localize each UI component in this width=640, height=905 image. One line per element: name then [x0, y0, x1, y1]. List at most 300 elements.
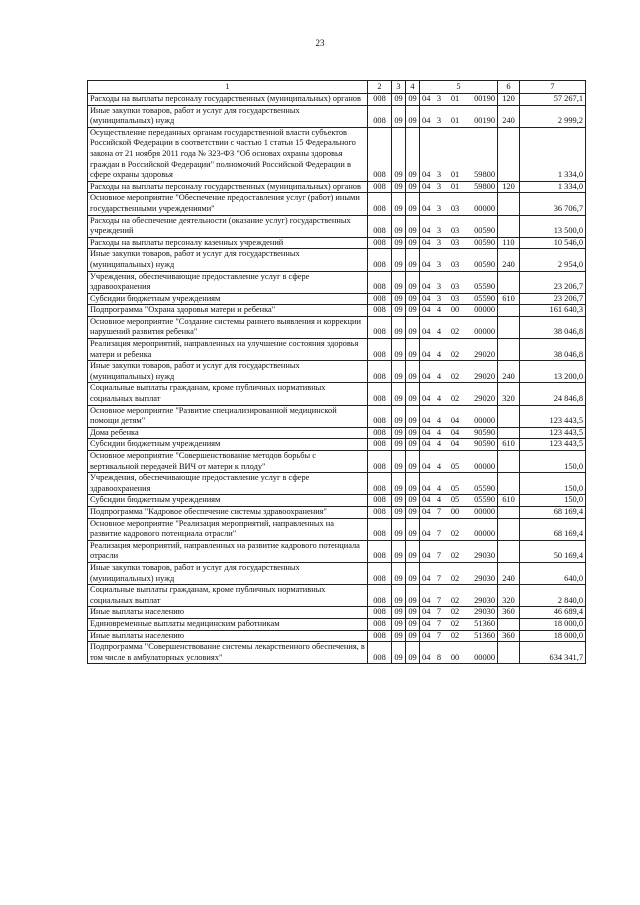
target-article-part: 4 [436, 416, 442, 426]
row-amount: 13 500,0 [520, 215, 586, 237]
table-row [88, 630, 586, 642]
row-expense-type: 110 [498, 237, 520, 249]
row-name: Социальные выплаты гражданам, кроме публичных нормативных социальных выплат [88, 585, 368, 607]
row-amount: 123 443,5 [520, 405, 586, 427]
target-article-parts [422, 529, 495, 540]
target-article-parts [422, 416, 495, 427]
row-ministry-code: 008 [368, 607, 392, 619]
row-name: Иные закупки товаров, работ и услуг для государственных (муниципальных) нужд [88, 105, 368, 127]
table-row [88, 215, 586, 237]
row-target-article [420, 127, 498, 181]
row-ministry-code: 008 [368, 127, 392, 181]
row-amount: 23 206,7 [520, 271, 586, 293]
row-section-code: 09 [392, 293, 406, 305]
target-article-part: 04 [450, 416, 460, 426]
target-article-parts [422, 495, 495, 506]
target-article-part: 03 [450, 203, 460, 213]
row-section-code: 09 [392, 607, 406, 619]
row-section-code: 09 [392, 361, 406, 383]
target-article-part: 59800 [474, 170, 495, 180]
row-subsection-code: 09 [406, 339, 420, 361]
row-name: Расходы на выплаты персоналу казенных учреждений [88, 237, 368, 249]
target-article-part: 04 [422, 94, 431, 103]
row-target-article [420, 94, 498, 106]
row-target-article [420, 249, 498, 271]
target-article-parts [422, 428, 495, 439]
target-article-part: 29020 [474, 371, 495, 381]
row-target-article [420, 439, 498, 451]
row-expense-type [498, 618, 520, 630]
row-section-code: 09 [392, 105, 406, 127]
row-subsection-code: 09 [406, 127, 420, 181]
row-amount: 150,0 [520, 473, 586, 495]
row-name: Реализация мероприятий, направленных на улучшение состояния здоровья матери и ребенка [88, 339, 368, 361]
target-article-part: 04 [450, 439, 460, 449]
target-article-part: 4 [436, 461, 442, 471]
row-ministry-code: 008 [368, 439, 392, 451]
target-article-part: 00590 [474, 237, 495, 247]
target-article-part: 00000 [474, 327, 495, 337]
row-name: Подпрограмма "Кадровое обеспечение системы здравоохранения" [88, 506, 368, 518]
row-expense-type [498, 127, 520, 181]
row-name: Иные выплаты населению [88, 607, 368, 619]
target-article-parts [422, 116, 495, 127]
target-article-parts [422, 94, 495, 105]
row-section-code: 09 [392, 642, 406, 664]
target-article-part: 04 [422, 416, 431, 426]
row-expense-type: 610 [498, 293, 520, 305]
row-name: Иные закупки товаров, работ и услуг для государственных (муниципальных) нужд [88, 361, 368, 383]
row-ministry-code: 008 [368, 271, 392, 293]
target-article-part: 00 [450, 652, 460, 662]
row-section-code: 09 [392, 127, 406, 181]
row-amount: 123 443,5 [520, 439, 586, 451]
row-target-article [420, 506, 498, 518]
target-article-part: 04 [422, 170, 431, 180]
target-article-part: 03 [450, 282, 460, 292]
row-section-code: 09 [392, 271, 406, 293]
target-article-part: 04 [422, 116, 431, 126]
row-ministry-code: 008 [368, 237, 392, 249]
target-article-parts [422, 282, 495, 293]
target-article-part: 02 [450, 618, 460, 628]
target-article-part: 3 [436, 293, 442, 303]
target-article-part: 05590 [474, 282, 495, 292]
table-row [88, 585, 586, 607]
target-article-parts [422, 462, 495, 473]
page-number: 23 [315, 38, 325, 48]
target-article-part: 04 [422, 371, 431, 381]
table-row [88, 607, 586, 619]
row-amount: 24 846,8 [520, 383, 586, 405]
row-amount: 123 443,5 [520, 427, 586, 439]
row-name: Расходы на выплаты персоналу государственных (муниципальных) органов [88, 181, 368, 193]
target-article-part: 00190 [474, 94, 495, 103]
target-article-part: 3 [436, 237, 442, 247]
target-article-part: 04 [422, 506, 431, 516]
target-article-part: 4 [436, 394, 442, 404]
row-amount: 2 840,0 [520, 585, 586, 607]
row-target-article [420, 215, 498, 237]
target-article-parts [422, 653, 495, 664]
row-name: Основное мероприятие "Создание системы раннего выявления и коррекции нарушений развития ребенка" [88, 316, 368, 338]
row-subsection-code: 09 [406, 518, 420, 540]
row-subsection-code: 09 [406, 473, 420, 495]
table-row [88, 427, 586, 439]
target-article-part: 01 [450, 170, 460, 180]
target-article-part: 8 [436, 652, 442, 662]
row-expense-type [498, 506, 520, 518]
target-article-part: 29030 [474, 573, 495, 583]
row-name: Учреждения, обеспечивающие предоставление услуг в сфере здравоохранения [88, 473, 368, 495]
target-article-parts [422, 327, 495, 338]
row-subsection-code: 09 [406, 293, 420, 305]
target-article-part: 00000 [474, 652, 495, 662]
row-section-code: 09 [392, 562, 406, 584]
row-target-article [420, 237, 498, 249]
row-expense-type: 320 [498, 383, 520, 405]
row-subsection-code: 09 [406, 642, 420, 664]
row-expense-type: 360 [498, 607, 520, 619]
table-row [88, 293, 586, 305]
row-ministry-code: 008 [368, 451, 392, 473]
target-article-part: 29020 [474, 394, 495, 404]
row-expense-type: 610 [498, 439, 520, 451]
target-article-parts [422, 226, 495, 237]
target-article-part: 3 [436, 226, 442, 236]
target-article-parts [422, 294, 495, 305]
target-article-part: 04 [422, 551, 431, 561]
row-subsection-code: 09 [406, 249, 420, 271]
target-article-part: 02 [450, 607, 460, 617]
target-article-part: 05590 [474, 495, 495, 505]
target-article-part: 00000 [474, 203, 495, 213]
row-target-article [420, 540, 498, 562]
row-name: Основное мероприятие "Обеспечение предоставления услуг (работ) иными государственными учреждениями" [88, 193, 368, 215]
target-article-part: 7 [436, 506, 442, 516]
target-article-part: 02 [450, 327, 460, 337]
row-expense-type: 120 [498, 94, 520, 106]
row-target-article [420, 105, 498, 127]
target-article-part: 04 [422, 595, 431, 605]
row-expense-type [498, 193, 520, 215]
target-article-part: 29020 [474, 349, 495, 359]
row-amount: 23 206,7 [520, 293, 586, 305]
row-amount: 57 267,1 [520, 94, 586, 106]
target-article-part: 02 [450, 573, 460, 583]
target-article-part: 51360 [474, 630, 495, 640]
target-article-part: 29030 [474, 607, 495, 617]
target-article-parts [422, 596, 495, 607]
row-name: Подпрограмма "Охрана здоровья матери и ребенка" [88, 305, 368, 317]
target-article-part: 02 [450, 529, 460, 539]
row-section-code: 09 [392, 383, 406, 405]
row-expense-type [498, 215, 520, 237]
row-expense-type: 240 [498, 105, 520, 127]
target-article-part: 00590 [474, 226, 495, 236]
row-subsection-code: 09 [406, 237, 420, 249]
target-article-part: 04 [422, 607, 431, 617]
row-expense-type: 320 [498, 585, 520, 607]
row-name: Иные выплаты населению [88, 630, 368, 642]
table-row [88, 405, 586, 427]
row-name: Основное мероприятие "Совершенствование методов борьбы с вертикальной передачей ВИЧ от матери к плоду" [88, 451, 368, 473]
row-expense-type: 120 [498, 181, 520, 193]
target-article-part: 3 [436, 170, 442, 180]
row-target-article [420, 293, 498, 305]
target-article-part: 00000 [474, 461, 495, 471]
row-expense-type [498, 405, 520, 427]
budget-table [87, 80, 586, 664]
row-target-article [420, 361, 498, 383]
row-ministry-code: 008 [368, 495, 392, 507]
table-row [88, 94, 586, 106]
row-name: Дома ребенка [88, 427, 368, 439]
row-name: Социальные выплаты гражданам, кроме публичных нормативных социальных выплат [88, 383, 368, 405]
target-article-parts [422, 484, 495, 495]
table-row [88, 506, 586, 518]
row-target-article [420, 383, 498, 405]
target-article-part: 04 [450, 427, 460, 437]
row-section-code: 09 [392, 237, 406, 249]
target-article-part: 7 [436, 595, 442, 605]
target-article-parts [422, 507, 495, 518]
row-name: Субсидии бюджетным учреждениям [88, 293, 368, 305]
table-row [88, 540, 586, 562]
table-row [88, 451, 586, 473]
row-ministry-code: 008 [368, 405, 392, 427]
row-section-code: 09 [392, 506, 406, 518]
row-amount: 38 046,8 [520, 339, 586, 361]
row-amount: 18 000,0 [520, 618, 586, 630]
row-section-code: 09 [392, 439, 406, 451]
target-article-part: 4 [436, 349, 442, 359]
table-row [88, 618, 586, 630]
row-expense-type [498, 339, 520, 361]
row-amount: 50 169,4 [520, 540, 586, 562]
row-subsection-code: 09 [406, 451, 420, 473]
row-ministry-code: 008 [368, 506, 392, 518]
row-ministry-code: 008 [368, 630, 392, 642]
row-target-article [420, 316, 498, 338]
table-row [88, 237, 586, 249]
target-article-part: 3 [436, 116, 442, 126]
header-col-2: 2 [368, 81, 392, 94]
row-amount: 150,0 [520, 451, 586, 473]
row-target-article [420, 193, 498, 215]
row-expense-type [498, 427, 520, 439]
table-row [88, 361, 586, 383]
target-article-part: 90590 [474, 427, 495, 437]
target-article-part: 04 [422, 427, 431, 437]
row-section-code: 09 [392, 94, 406, 106]
row-name: Единовременные выплаты медицинским работникам [88, 618, 368, 630]
row-ministry-code: 008 [368, 305, 392, 317]
row-amount: 36 706,7 [520, 193, 586, 215]
target-article-part: 05 [450, 495, 460, 505]
table-row [88, 271, 586, 293]
target-article-part: 00590 [474, 259, 495, 269]
target-article-part: 04 [422, 483, 431, 493]
row-ministry-code: 008 [368, 473, 392, 495]
row-subsection-code: 09 [406, 271, 420, 293]
target-article-part: 4 [436, 439, 442, 449]
target-article-part: 04 [422, 573, 431, 583]
row-ministry-code: 008 [368, 105, 392, 127]
row-name: Подпрограмма "Совершенствование системы лекарственного обеспечения, в том числе в амбулаторных условиях" [88, 642, 368, 664]
row-ministry-code: 008 [368, 316, 392, 338]
row-section-code: 09 [392, 495, 406, 507]
target-article-part: 04 [422, 327, 431, 337]
target-article-part: 03 [450, 293, 460, 303]
row-target-article [420, 495, 498, 507]
target-article-part: 59800 [474, 181, 495, 191]
target-article-part: 04 [422, 181, 431, 191]
target-article-parts [422, 607, 495, 618]
target-article-part: 00 [450, 305, 460, 315]
target-article-part: 29030 [474, 551, 495, 561]
table-row [88, 193, 586, 215]
target-article-part: 3 [436, 203, 442, 213]
row-amount: 38 046,8 [520, 316, 586, 338]
header-col-1: 1 [88, 81, 368, 94]
row-section-code: 09 [392, 473, 406, 495]
target-article-part: 29030 [474, 595, 495, 605]
header-col-6: 6 [498, 81, 520, 94]
table-row [88, 305, 586, 317]
header-col-4: 4 [406, 81, 420, 94]
target-article-parts [422, 631, 495, 642]
target-article-part: 00 [450, 506, 460, 516]
target-article-part: 05590 [474, 483, 495, 493]
target-article-part: 7 [436, 618, 442, 628]
row-expense-type [498, 271, 520, 293]
target-article-part: 00000 [474, 506, 495, 516]
row-target-article [420, 618, 498, 630]
row-section-code: 09 [392, 193, 406, 215]
row-name: Расходы на обеспечение деятельности (оказание услуг) государственных учреждений [88, 215, 368, 237]
row-subsection-code: 09 [406, 215, 420, 237]
target-article-part: 02 [450, 371, 460, 381]
target-article-part: 02 [450, 630, 460, 640]
target-article-part: 7 [436, 551, 442, 561]
target-article-part: 04 [422, 282, 431, 292]
target-article-part: 4 [436, 427, 442, 437]
row-name: Реализация мероприятий, направленных на развитие кадрового потенциала отрасли [88, 540, 368, 562]
target-article-part: 02 [450, 595, 460, 605]
row-subsection-code: 09 [406, 540, 420, 562]
target-article-part: 4 [436, 371, 442, 381]
target-article-part: 02 [450, 551, 460, 561]
row-expense-type: 360 [498, 630, 520, 642]
target-article-part: 51360 [474, 618, 495, 628]
target-article-part: 4 [436, 305, 442, 315]
row-ministry-code: 008 [368, 193, 392, 215]
row-section-code: 09 [392, 305, 406, 317]
target-article-part: 00000 [474, 416, 495, 426]
table-row [88, 495, 586, 507]
row-ministry-code: 008 [368, 540, 392, 562]
row-target-article [420, 405, 498, 427]
row-section-code: 09 [392, 339, 406, 361]
row-ministry-code: 008 [368, 293, 392, 305]
table-row [88, 562, 586, 584]
row-subsection-code: 09 [406, 94, 420, 106]
header-col-5: 5 [420, 81, 498, 94]
row-amount: 640,0 [520, 562, 586, 584]
row-amount: 68 169,4 [520, 518, 586, 540]
target-article-part: 00000 [474, 529, 495, 539]
target-article-part: 01 [450, 116, 460, 126]
row-amount: 13 200,0 [520, 361, 586, 383]
target-article-part: 3 [436, 94, 442, 103]
target-article-part: 04 [422, 349, 431, 359]
row-expense-type [498, 451, 520, 473]
target-article-part: 05590 [474, 293, 495, 303]
table-row [88, 518, 586, 540]
row-subsection-code: 09 [406, 630, 420, 642]
row-name: Основное мероприятие "Реализация мероприятий, направленных на развитие кадрового потенциала отрасли" [88, 518, 368, 540]
target-article-parts [422, 182, 495, 193]
target-article-part: 02 [450, 394, 460, 404]
target-article-parts [422, 350, 495, 361]
row-ministry-code: 008 [368, 562, 392, 584]
row-expense-type: 240 [498, 249, 520, 271]
row-amount: 634 341,7 [520, 642, 586, 664]
row-amount: 10 546,0 [520, 237, 586, 249]
row-ministry-code: 008 [368, 361, 392, 383]
table-header-row [88, 81, 586, 94]
row-target-article [420, 305, 498, 317]
row-section-code: 09 [392, 618, 406, 630]
target-article-part: 7 [436, 607, 442, 617]
row-amount: 1 334,0 [520, 181, 586, 193]
row-name: Расходы на выплаты персоналу государственных (муниципальных) органов [88, 94, 368, 106]
target-article-part: 04 [422, 618, 431, 628]
row-target-article [420, 473, 498, 495]
target-article-parts [422, 439, 495, 450]
target-article-parts [422, 394, 495, 405]
target-article-parts [422, 372, 495, 383]
row-expense-type [498, 642, 520, 664]
table-row [88, 316, 586, 338]
row-expense-type: 240 [498, 361, 520, 383]
row-target-article [420, 630, 498, 642]
row-expense-type [498, 540, 520, 562]
row-amount: 18 000,0 [520, 630, 586, 642]
row-amount: 68 169,4 [520, 506, 586, 518]
row-section-code: 09 [392, 427, 406, 439]
row-expense-type [498, 473, 520, 495]
row-name: Иные закупки товаров, работ и услуг для государственных (муниципальных) нужд [88, 249, 368, 271]
row-section-code: 09 [392, 585, 406, 607]
target-article-part: 04 [422, 226, 431, 236]
row-name: Учреждения, обеспечивающие предоставление услуг в сфере здравоохранения [88, 271, 368, 293]
row-ministry-code: 008 [368, 642, 392, 664]
target-article-part: 04 [422, 237, 431, 247]
target-article-part: 3 [436, 282, 442, 292]
row-name: Субсидии бюджетным учреждениям [88, 495, 368, 507]
target-article-part: 4 [436, 483, 442, 493]
table-row [88, 339, 586, 361]
row-target-article [420, 562, 498, 584]
row-subsection-code: 09 [406, 618, 420, 630]
row-section-code: 09 [392, 630, 406, 642]
row-amount: 46 689,4 [520, 607, 586, 619]
target-article-part: 04 [422, 203, 431, 213]
target-article-part: 04 [422, 305, 431, 315]
target-article-part: 3 [436, 259, 442, 269]
